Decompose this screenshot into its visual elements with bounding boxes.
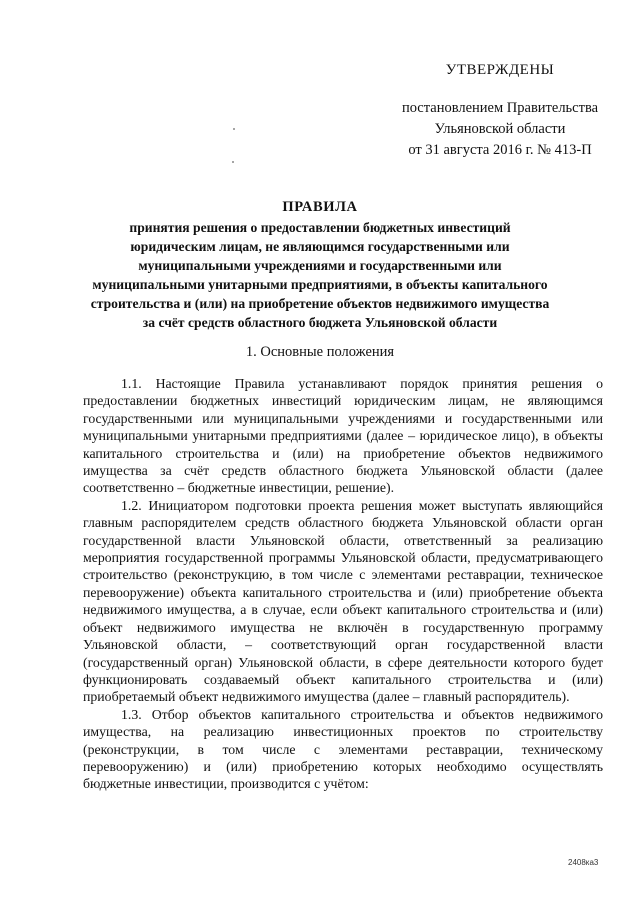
- document-body: [83, 375, 603, 793]
- approval-line-3: от 31 августа 2016 г. № 413-П: [408, 142, 592, 158]
- subtitle-line: муниципальными учреждениями и государственными или: [138, 258, 502, 273]
- document-title-block: [40, 198, 600, 332]
- approval-block: [380, 60, 620, 161]
- approved-label: УТВЕРЖДЕНЫ: [445, 62, 555, 78]
- approval-line-2: Ульяновской области: [434, 121, 566, 137]
- paragraph-1-1: 1.1. Настоящие Правила устанавливают порядок принятия решения о предоставлении бюджетных инвестиций юридическим лицам, не являющимся государственными или муниципальными учреждениями и государственными или муниципальными унитарными предприятиями (далее – юридическое лицо), в объекты капитального строительства и (или) на приобретение объектов недвижимого имущества за счёт средств областного бюджета Ульяновской области (далее соответственно – бюджетные инвестиции, решение).: [83, 376, 603, 496]
- subtitle-line: строительства и (или) на приобретение объектов недвижимого имущества: [90, 296, 550, 311]
- subtitle-line: юридическим лицам, не являющимся государственными или: [130, 239, 510, 254]
- section-heading: 1. Основные положения: [245, 344, 395, 360]
- scan-speck: [232, 161, 234, 163]
- paragraph-1-2: 1.2. Инициатором подготовки проекта решения может выступать являющийся главным распорядителем средств областного бюджета Ульяновской области орган государственной власти Ульяновской области, ответственный за реализацию мероприятия государственной программы Ульяновской области, предусматривающего строительство (реконструкцию, в том числе с элементами реставрации, техническое перевооружение) объекта капитального строительства и (или) приобретение объекта недвижимого имущества, а в случае, если объект капитального строительства и (или) объект недвижимого имущества не включён в государственную программу Ульяновской области, – соответствующий орган государственной власти (государственный орган) Ульяновской области, в сфере деятельности которого будет функционировать создаваемый объект капитального строительства и (или) приобретаемый объект недвижимого имущества (далее – главный распорядитель).: [83, 497, 603, 705]
- subtitle-line: за счёт средств областного бюджета Ульяновской области: [142, 315, 498, 330]
- document-title: ПРАВИЛА: [282, 199, 358, 215]
- paragraph-1-3: 1.3. Отбор объектов капитального строительства и объектов недвижимого имущества, на реализацию инвестиционных проектов по строительству (реконструкции, в том числе с элементами реставрации, техническому перевооружению) и (или) приобретению которых необходимо осуществлять бюджетные инвестиции, производится с учётом:: [83, 706, 603, 792]
- footer-code: 2408ка3: [568, 858, 599, 867]
- subtitle-line: принятия решения о предоставлении бюджетных инвестиций: [129, 220, 511, 235]
- approval-line-1: постановлением Правительства: [401, 100, 599, 116]
- subtitle-line: муниципальными унитарными предприятиями, в объекты капитального: [92, 277, 548, 292]
- scan-speck: [233, 128, 235, 130]
